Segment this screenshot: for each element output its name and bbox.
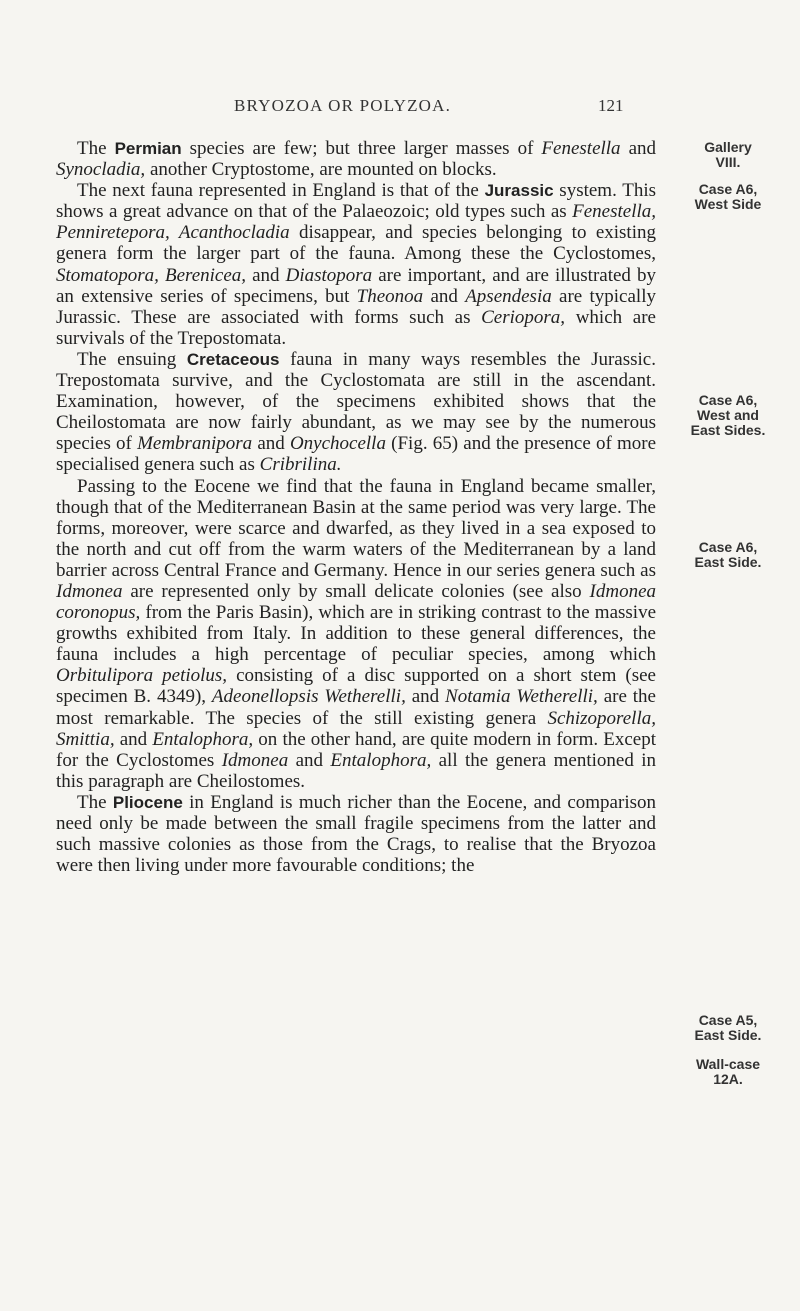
italic-taxon: Idmonea xyxy=(56,580,123,602)
text-run: in England is much richer than the Eocene, and comparison need only be made between the small fragile specimens from the latter and such massive colonies as those from the Crags, to realise that the Bryozoa were then living under more favourable conditions; the xyxy=(56,791,656,877)
text-run: which are survivals of the Trepostomata. xyxy=(56,306,656,349)
text-run: on the other hand, are quite modern in form. Except for the Cyclostomes xyxy=(56,728,656,771)
text-run: fauna in many ways resembles the Jurassic. Trepostomata survive, and the Cyclostomata are still in the ascendant. Examination, however, of the specimens exhibited shows that the Cheilostomata are now fairly abundant, as we may see by the numerous species of xyxy=(56,348,656,455)
text-run: and xyxy=(246,264,286,286)
text-run: The ensuing xyxy=(77,348,187,370)
italic-taxon: Ceriopora, xyxy=(481,306,566,328)
italic-taxon: Theonoa xyxy=(356,285,424,307)
paragraph xyxy=(56,792,656,876)
italic-taxon: Stomatopora, Berenicea, xyxy=(56,264,247,286)
text-run: species are few; but three larger masses of xyxy=(181,138,542,159)
italic-taxon: Idmonea coronopus, xyxy=(56,580,656,624)
text-run: and xyxy=(423,285,466,307)
body-text xyxy=(56,138,656,876)
italic-taxon: Schizoporella, Smittia, xyxy=(56,707,656,750)
text-run: are typically Jurassic. These are associated with forms such as xyxy=(56,285,656,328)
page-number: 121 xyxy=(598,96,624,115)
text-run: consisting of a disc supported on a short stem (see specimen B. 4349), xyxy=(56,665,656,708)
text-run: (Fig. 65) and the presence of more specialised genera such as xyxy=(56,433,656,476)
page-header xyxy=(0,96,800,120)
italic-taxon: Onychocella xyxy=(289,433,386,455)
paragraph xyxy=(56,476,656,792)
italic-taxon: Synocladia, xyxy=(56,159,146,181)
text-run: The xyxy=(77,791,113,813)
italic-taxon: Cribrilina. xyxy=(259,454,342,476)
text-run: are the most remarkable. The species of the still existing genera xyxy=(56,686,656,729)
paragraph xyxy=(56,180,656,349)
margin-note-gallery: Gallery VIII. xyxy=(704,139,752,170)
text-run: are important, and are illustrated by an extensive series of specimens, but xyxy=(56,264,656,307)
italic-taxon: Orbitulipora petiolus, xyxy=(56,665,228,687)
period-heading: Cretaceous xyxy=(186,349,280,369)
text-run: and xyxy=(114,728,153,750)
text-run: are represented only by small delicate colonies (see also xyxy=(122,580,590,602)
period-heading: Jurassic xyxy=(484,181,554,201)
text-run: another Cryptostome, are mounted on blocks. xyxy=(145,159,497,181)
text-run: The next fauna represented in England is that of the xyxy=(77,180,485,202)
period-heading: Pliocene xyxy=(112,792,183,812)
italic-taxon: Entalophora, xyxy=(152,728,254,750)
paragraph xyxy=(56,138,656,180)
margin-note-case-a6-west-east: Case A6, West and East Sides. xyxy=(690,392,766,438)
text-run: all the genera mentioned in this paragraph are Cheilostomes. xyxy=(56,749,657,792)
italic-taxon: Fenestella xyxy=(541,138,621,159)
text-run: system. This shows a great advance on that of the Palaeozoic; old types such as xyxy=(56,180,656,223)
text-run: and xyxy=(620,138,657,159)
period-heading: Permian xyxy=(114,139,182,158)
italic-taxon: Adeonellopsis Wetherelli, xyxy=(211,686,406,708)
margin-note-wall-case: Wall-case 12A. xyxy=(695,1056,761,1087)
italic-taxon: Fenestella, Penniretepora, Acanthocladia xyxy=(56,201,656,244)
text-run: disappear, and species belonging to existing genera form the larger part of the fauna. Among these the Cyclostomes, xyxy=(56,222,656,265)
text-run: Passing to the Eocene we find that the fauna in England became smaller, though that of the Mediterranean Basin at the same period was very large. The forms, moreover, were scarce and dwarfed, as they lived in a sea exposed to the north and cut off from the warm waters of the Mediterranean by a land barrier across Central France and Germany. Hence in our series genera such as xyxy=(56,475,656,581)
text-run: and xyxy=(288,749,331,771)
text-run: and xyxy=(405,686,446,708)
text-run: from the Paris Basin), which are in striking contrast to the massive growths exhibited from Italy. In addition to these general differences, the fauna includes a high percentage of peculiar species, among which xyxy=(56,602,656,666)
italic-taxon: Membranipora xyxy=(137,433,253,455)
text-run: and xyxy=(252,433,290,455)
margin-note-case-a6-east: Case A6, East Side. xyxy=(694,539,762,570)
italic-taxon: Notamia Wetherelli, xyxy=(445,686,598,708)
running-title: BRYOZOA OR POLYZOA. xyxy=(234,96,452,115)
italic-taxon: Apsendesia xyxy=(465,285,552,307)
margin-note-case-a6-west: Case A6, West Side xyxy=(694,181,762,212)
italic-taxon: Entalophora, xyxy=(330,749,432,771)
paragraph xyxy=(56,349,656,476)
italic-taxon: Diastopora xyxy=(285,264,373,286)
margin-note-case-a5-east: Case A5, East Side. xyxy=(694,1012,762,1043)
text-run: The xyxy=(77,138,115,159)
italic-taxon: Idmonea xyxy=(221,749,289,771)
